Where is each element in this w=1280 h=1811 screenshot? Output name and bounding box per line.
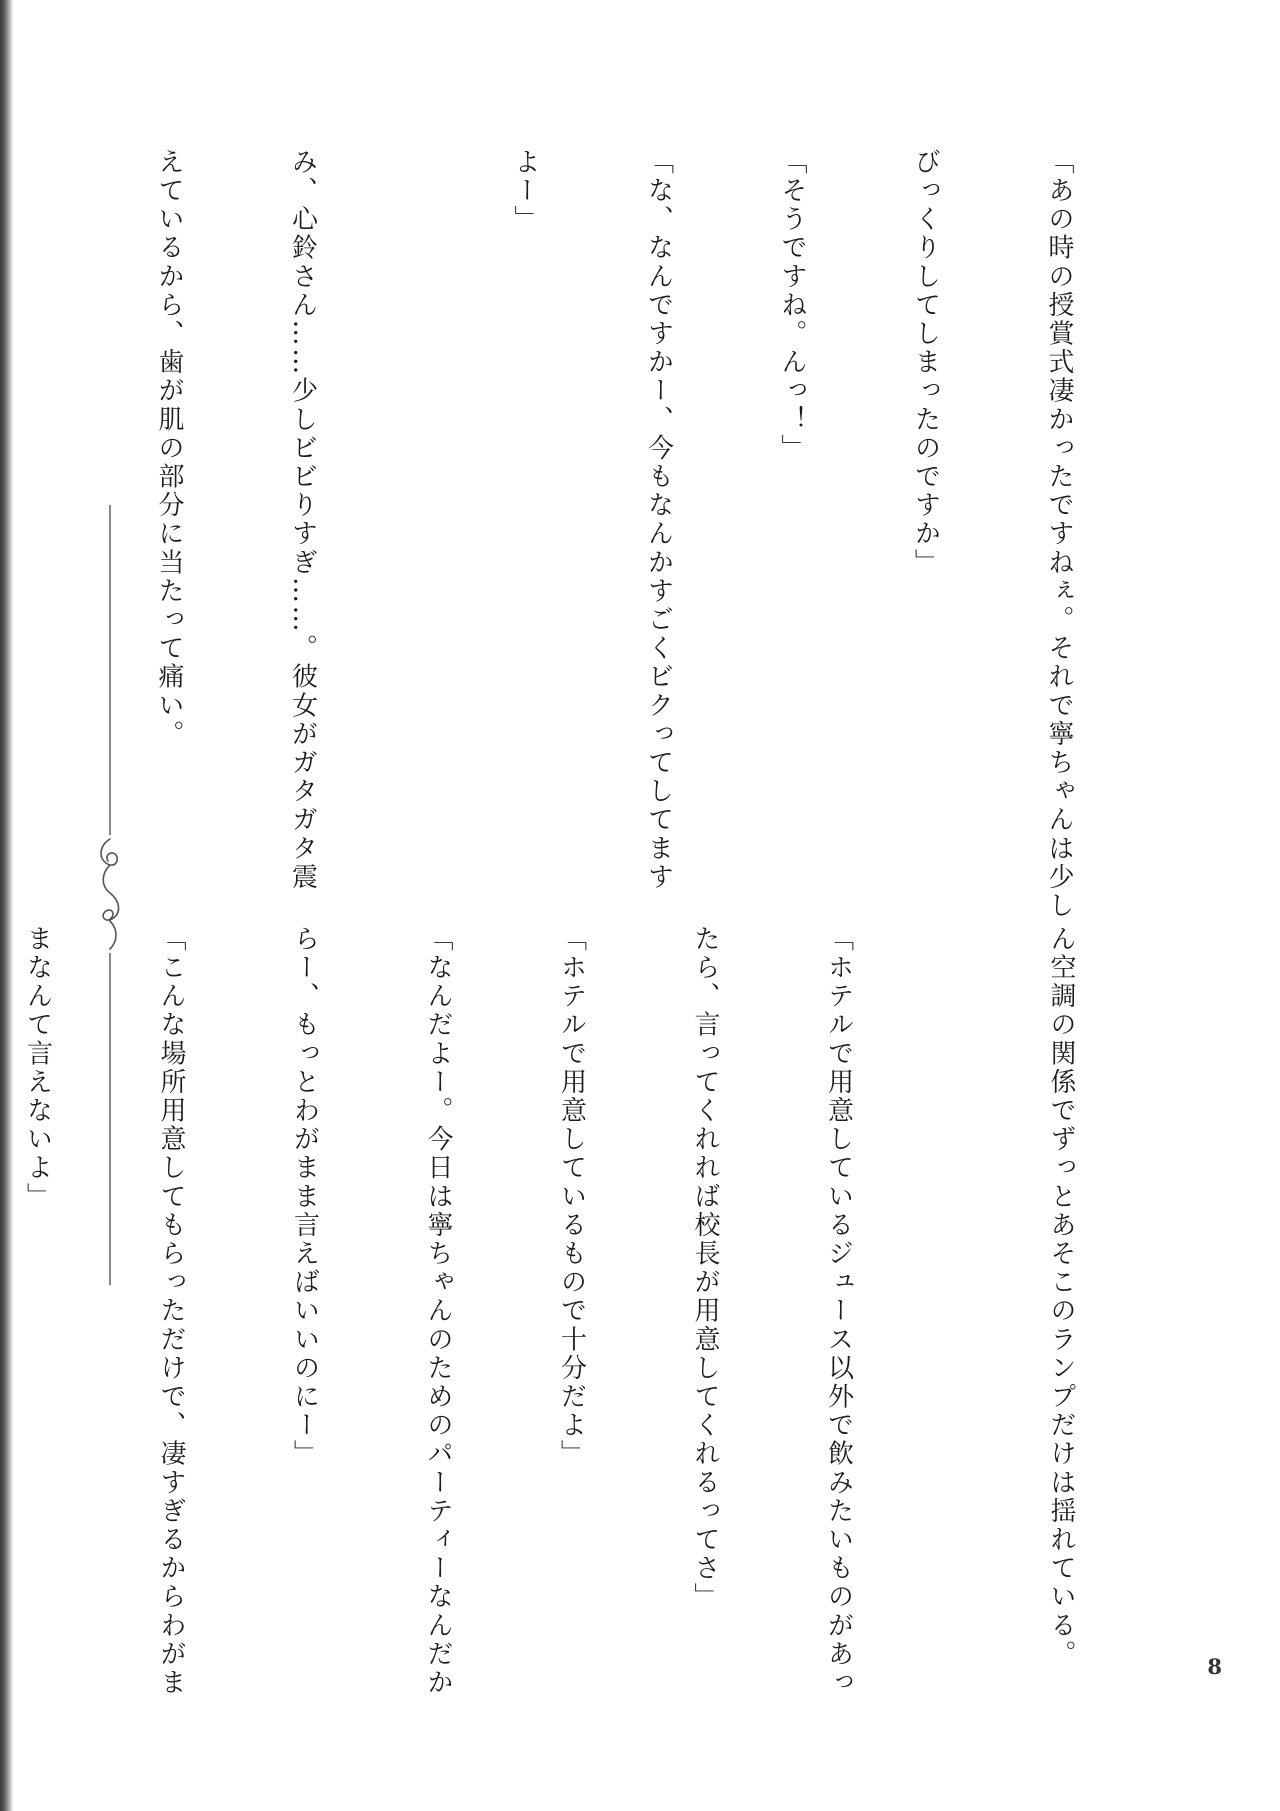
text-line: 「あの時の授賞式凄かったですねぇ。それで寧ちゃんは少し <box>1044 148 1074 921</box>
text-line: ん空調の関係でずっとあそこのランプだけは揺れている。 <box>1046 925 1076 1669</box>
flourish-icon <box>101 839 119 949</box>
text-line: えているから、歯が肌の部分に当たって痛い。 <box>154 148 184 749</box>
text-line: 「そうですね。んっ！」 <box>777 148 807 463</box>
text-line: らー、もっとわがまま言えばいいのにー」 <box>289 925 320 1469</box>
text-line: びっくりしてしまったのですか」 <box>910 148 941 577</box>
scene-break-ornament <box>92 505 128 1285</box>
text-line: 「ホテルで用意しているもので十分だよ」 <box>556 925 587 1469</box>
page-number: 8 <box>1207 1654 1222 1679</box>
text-line: み、心鈴さん……少しビビりすぎ……。彼女がガタガタ震 <box>287 148 318 892</box>
text-line: たら、言ってくれれば校長が用意してくれるってさ」 <box>690 925 720 1612</box>
text-line: 「ホテルで用意しているジュース以外で飲みたいものがあっ <box>823 925 854 1698</box>
text-line: よー」 <box>510 148 540 234</box>
text-block-lower <box>0 925 1172 1698</box>
text-line: 「こんな場所用意してもらっただけで、凄すぎるからわがま <box>156 925 186 1698</box>
text-line: 「なんだよー。今日は寧ちゃんのためのパーティーなんだか <box>423 925 453 1698</box>
text-line: 「な、なんですかー、今もなんかすごくビクってしてます <box>643 148 674 892</box>
text-line: まなんて言えないよ」 <box>22 925 53 1211</box>
text-block-upper <box>0 148 1170 921</box>
